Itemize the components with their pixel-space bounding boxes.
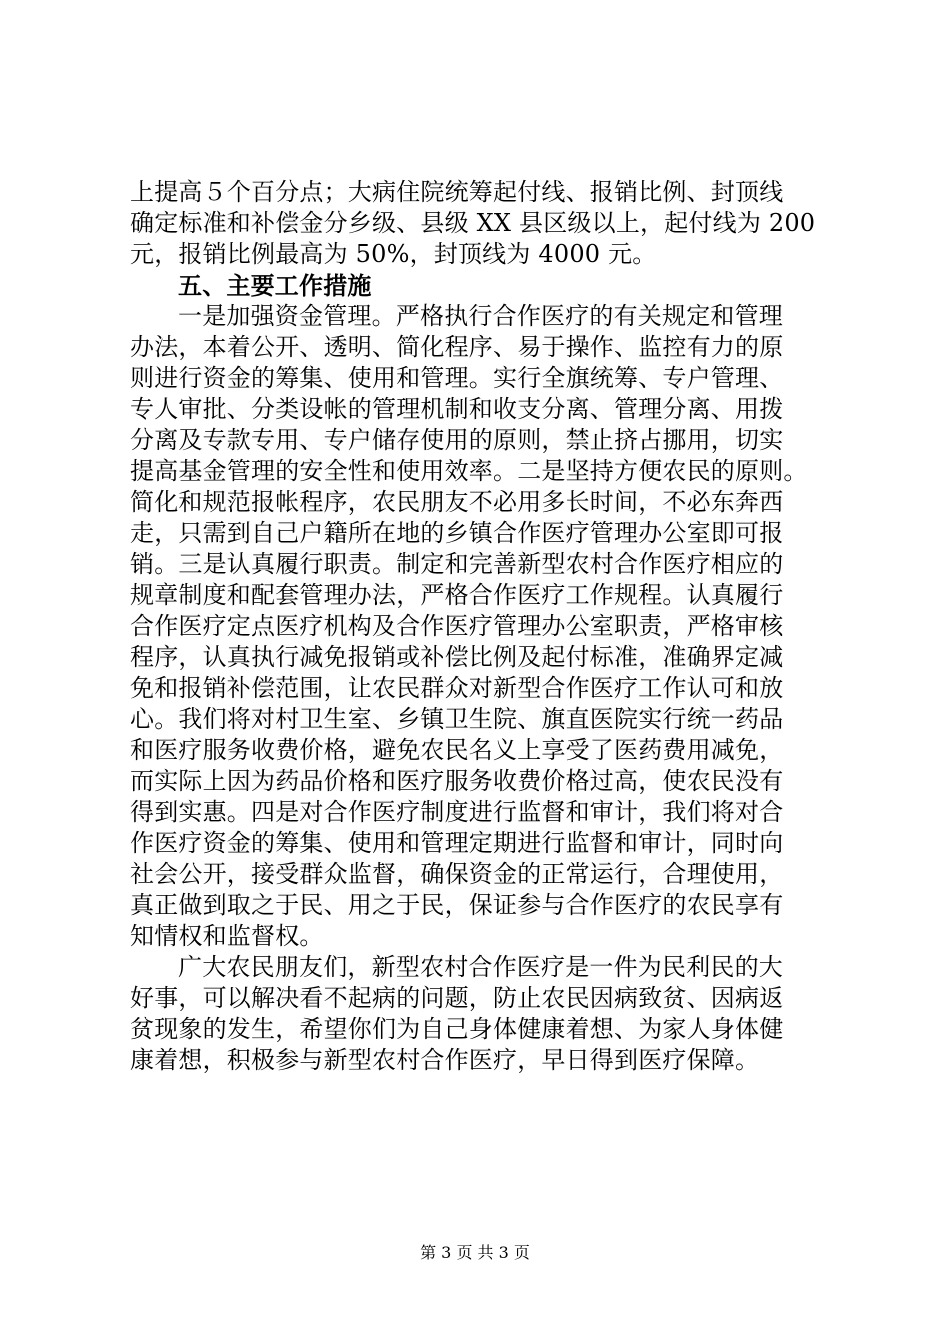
text-line: 真正做到取之于民、用之于民，保证参与合作医疗的农民享有 [130, 891, 784, 919]
text-line: 知情权和监督权。 [130, 922, 324, 950]
text-line: 心。我们将对村卫生室、乡镇卫生院、旗直医院实行统一药品 [130, 705, 784, 733]
text-line: 合作医疗定点医疗机构及合作医疗管理办公室职责，严格审核 [130, 612, 784, 640]
text-line: 上提高５个百分点；大病住院统筹起付线、报销比例、封顶线 [130, 178, 784, 206]
text-line: 社会公开，接受群众监督，确保资金的正常运行，合理使用， [130, 860, 784, 888]
paragraph [130, 301, 830, 952]
text-line: 康着想，积极参与新型农村合作医疗，早日得到医疗保障。 [130, 1046, 760, 1074]
text-line: 分离及专款专用、专户储存使用的原则，禁止挤占挪用，切实 [130, 426, 784, 454]
text-line: 得到实惠。四是对合作医疗制度进行监督和审计，我们将对合 [130, 798, 784, 826]
text-line: 提高基金管理的安全性和使用效率。二是坚持方便农民的原则。 [130, 457, 808, 485]
text-line: 而实际上因为药品价格和医疗服务收费价格过高，使农民没有 [130, 767, 784, 795]
text-line: 简化和规范报帐程序，农民朋友不必用多长时间，不必东奔西 [130, 488, 784, 516]
text-line: 广大农民朋友们，新型农村合作医疗是一件为民利民的大 [178, 953, 783, 981]
text-line: 好事，可以解决看不起病的问题，防止农民因病致贫、因病返 [130, 984, 784, 1012]
text-line: 确定标准和补偿金分乡级、县级 XX 县区级以上，起付线为 200 [130, 209, 816, 237]
text-line: 则进行资金的筹集、使用和管理。实行全旗统筹、专户管理、 [130, 364, 784, 392]
text-line: 规章制度和配套管理办法，严格合作医疗工作规程。认真履行 [130, 581, 784, 609]
text-line: 程序，认真执行减免报销或补偿比例及起付标准，准确界定减 [130, 643, 784, 671]
text-line: 作医疗资金的筹集、使用和管理定期进行监督和审计，同时向 [130, 829, 784, 857]
text-line: 和医疗服务收费价格，避免农民名义上享受了医药费用减免， [130, 736, 784, 764]
text-line: 一是加强资金管理。严格执行合作医疗的有关规定和管理 [178, 302, 783, 330]
paragraph [130, 177, 830, 270]
paragraph [130, 952, 830, 1076]
text-line: 走，只需到自己户籍所在地的乡镇合作医疗管理办公室即可报 [130, 519, 784, 547]
section-heading: 五、主要工作措施 [178, 271, 372, 300]
text-line: 元，报销比例最高为 50%，封顶线为 4000 元。 [130, 240, 657, 268]
text-line: 办法，本着公开、透明、简化程序、易于操作、监控有力的原 [130, 333, 784, 361]
text-line: 贫现象的发生，希望你们为自己身体健康着想、为家人身体健 [130, 1015, 784, 1043]
text-line: 销。三是认真履行职责。制定和完善新型农村合作医疗相应的 [130, 550, 784, 578]
text-line: 专人审批、分类设帐的管理机制和收支分离、管理分离、用拨 [130, 395, 784, 423]
page-footer: 第 3 页 共 3 页 [420, 1243, 530, 1262]
document-body [130, 177, 830, 1076]
text-line: 免和报销补偿范围，让农民群众对新型合作医疗工作认可和放 [130, 674, 784, 702]
